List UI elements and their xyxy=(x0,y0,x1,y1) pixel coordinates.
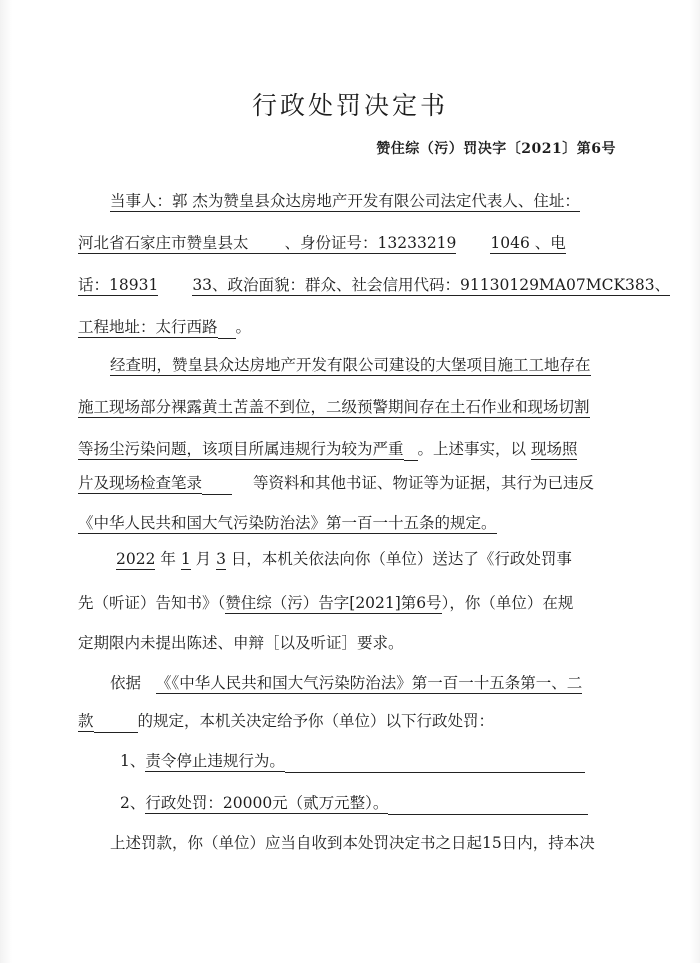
facts-text-3: 等扬尘污染问题，该项目所属违规行为较为严重 xyxy=(78,440,404,458)
phone-text: 话：18931 xyxy=(78,276,159,294)
notice-month-unit: 月 xyxy=(195,550,212,568)
notice-text-2a: 先（听证）告知书》（ xyxy=(78,594,226,612)
facts-text-2: 施工现场部分裸露黄土苫盖不到位，二级预警期间存在土石作业和现场切割 xyxy=(78,398,590,416)
penalty-item-2-number: 2、 xyxy=(120,794,146,812)
basis-label: 依据 xyxy=(110,674,142,692)
party-line-1 xyxy=(110,190,640,212)
penalty-item-2 xyxy=(120,792,650,815)
payment-line-1 xyxy=(110,832,640,854)
basis-line-2 xyxy=(78,710,608,733)
project-address-text: 工程地址：太行西路 xyxy=(78,318,218,336)
notice-year-unit: 年 xyxy=(160,550,176,568)
basis-text-2: 的规定，本机关决定给予你（单位）以下行政处罚： xyxy=(137,712,495,730)
facts-line-5 xyxy=(78,512,608,534)
notice-line-3 xyxy=(78,632,608,654)
basis-line-1 xyxy=(110,672,640,694)
document-number: 赞住综（污）罚决字〔2021〕第6号 xyxy=(376,141,616,157)
facts-line-3 xyxy=(78,438,608,461)
credit-code-text: 33、政治面貌：群众、社会信用代码：91130129MA07MCK383、 xyxy=(192,276,671,294)
notice-line-1 xyxy=(116,548,646,570)
penalty-item-2-text: 行政处罚：20000元（贰万元整）。 xyxy=(145,794,389,812)
notice-text-1: 日，本机关依法向你（单位）送达了《行政处罚事 xyxy=(230,550,572,568)
notice-day: 3 xyxy=(216,550,226,568)
facts-text-1: 经查明，赞皇县众达房地产开发有限公司建设的大堡项目施工工地存在 xyxy=(110,356,591,374)
penalty-item-1 xyxy=(120,750,650,773)
penalty-item-1-number: 1、 xyxy=(120,752,146,770)
notice-text-3: 定期限内未提出陈述、申辩［以及听证］要求。 xyxy=(78,634,404,652)
facts-text-4: 等资料和其他书证、物证等为证据，其行为已违反 xyxy=(252,474,594,492)
notice-doc-number: 赞住综（污）告字[2021]第6号 xyxy=(225,594,442,612)
law-violated-text: 《中华人民共和国大气污染防治法》第一百一十五条的规定。 xyxy=(78,514,497,532)
party-line-3 xyxy=(78,274,671,296)
evidence-text-2: 片及现场检查笔录 xyxy=(78,474,203,492)
project-address-end: 。 xyxy=(235,318,252,336)
party-line-4 xyxy=(78,316,608,339)
document-title: 行政处罚决定书 xyxy=(251,91,448,120)
party-text-1: 当事人：郭 杰为赞皇县众达房地产开发有限公司法定代表人、住址： xyxy=(110,192,580,210)
penalty-item-1-text: 责令停止违规行为。 xyxy=(145,752,285,770)
evidence-text-1: 现场照 xyxy=(530,440,578,458)
id-number-tail: 1046 、电 xyxy=(490,234,566,252)
facts-line-4 xyxy=(78,472,608,495)
facts-text-3b: 。上述事实，以 xyxy=(417,440,527,458)
notice-line-2 xyxy=(78,592,608,614)
payment-text-1: 上述罚款，你（单位）应当自收到本处罚决定书之日起15日内，持本决 xyxy=(110,834,595,852)
basis-law-text: 《《中华人民共和国大气污染防治法》第一百一十五条第一、二 xyxy=(155,674,583,692)
facts-line-2 xyxy=(78,396,608,418)
notice-text-2c: ），你（单位）在规 xyxy=(441,594,574,612)
notice-month: 1 xyxy=(180,550,191,568)
basis-law-tail: 款 xyxy=(78,712,94,730)
facts-line-1 xyxy=(110,354,640,376)
party-line-2 xyxy=(78,232,608,254)
notice-year: 2022 xyxy=(116,550,156,568)
id-number-text: 、身份证号：13233219 xyxy=(284,234,457,252)
address-text: 河北省石家庄市赞皇县太 xyxy=(78,234,249,252)
